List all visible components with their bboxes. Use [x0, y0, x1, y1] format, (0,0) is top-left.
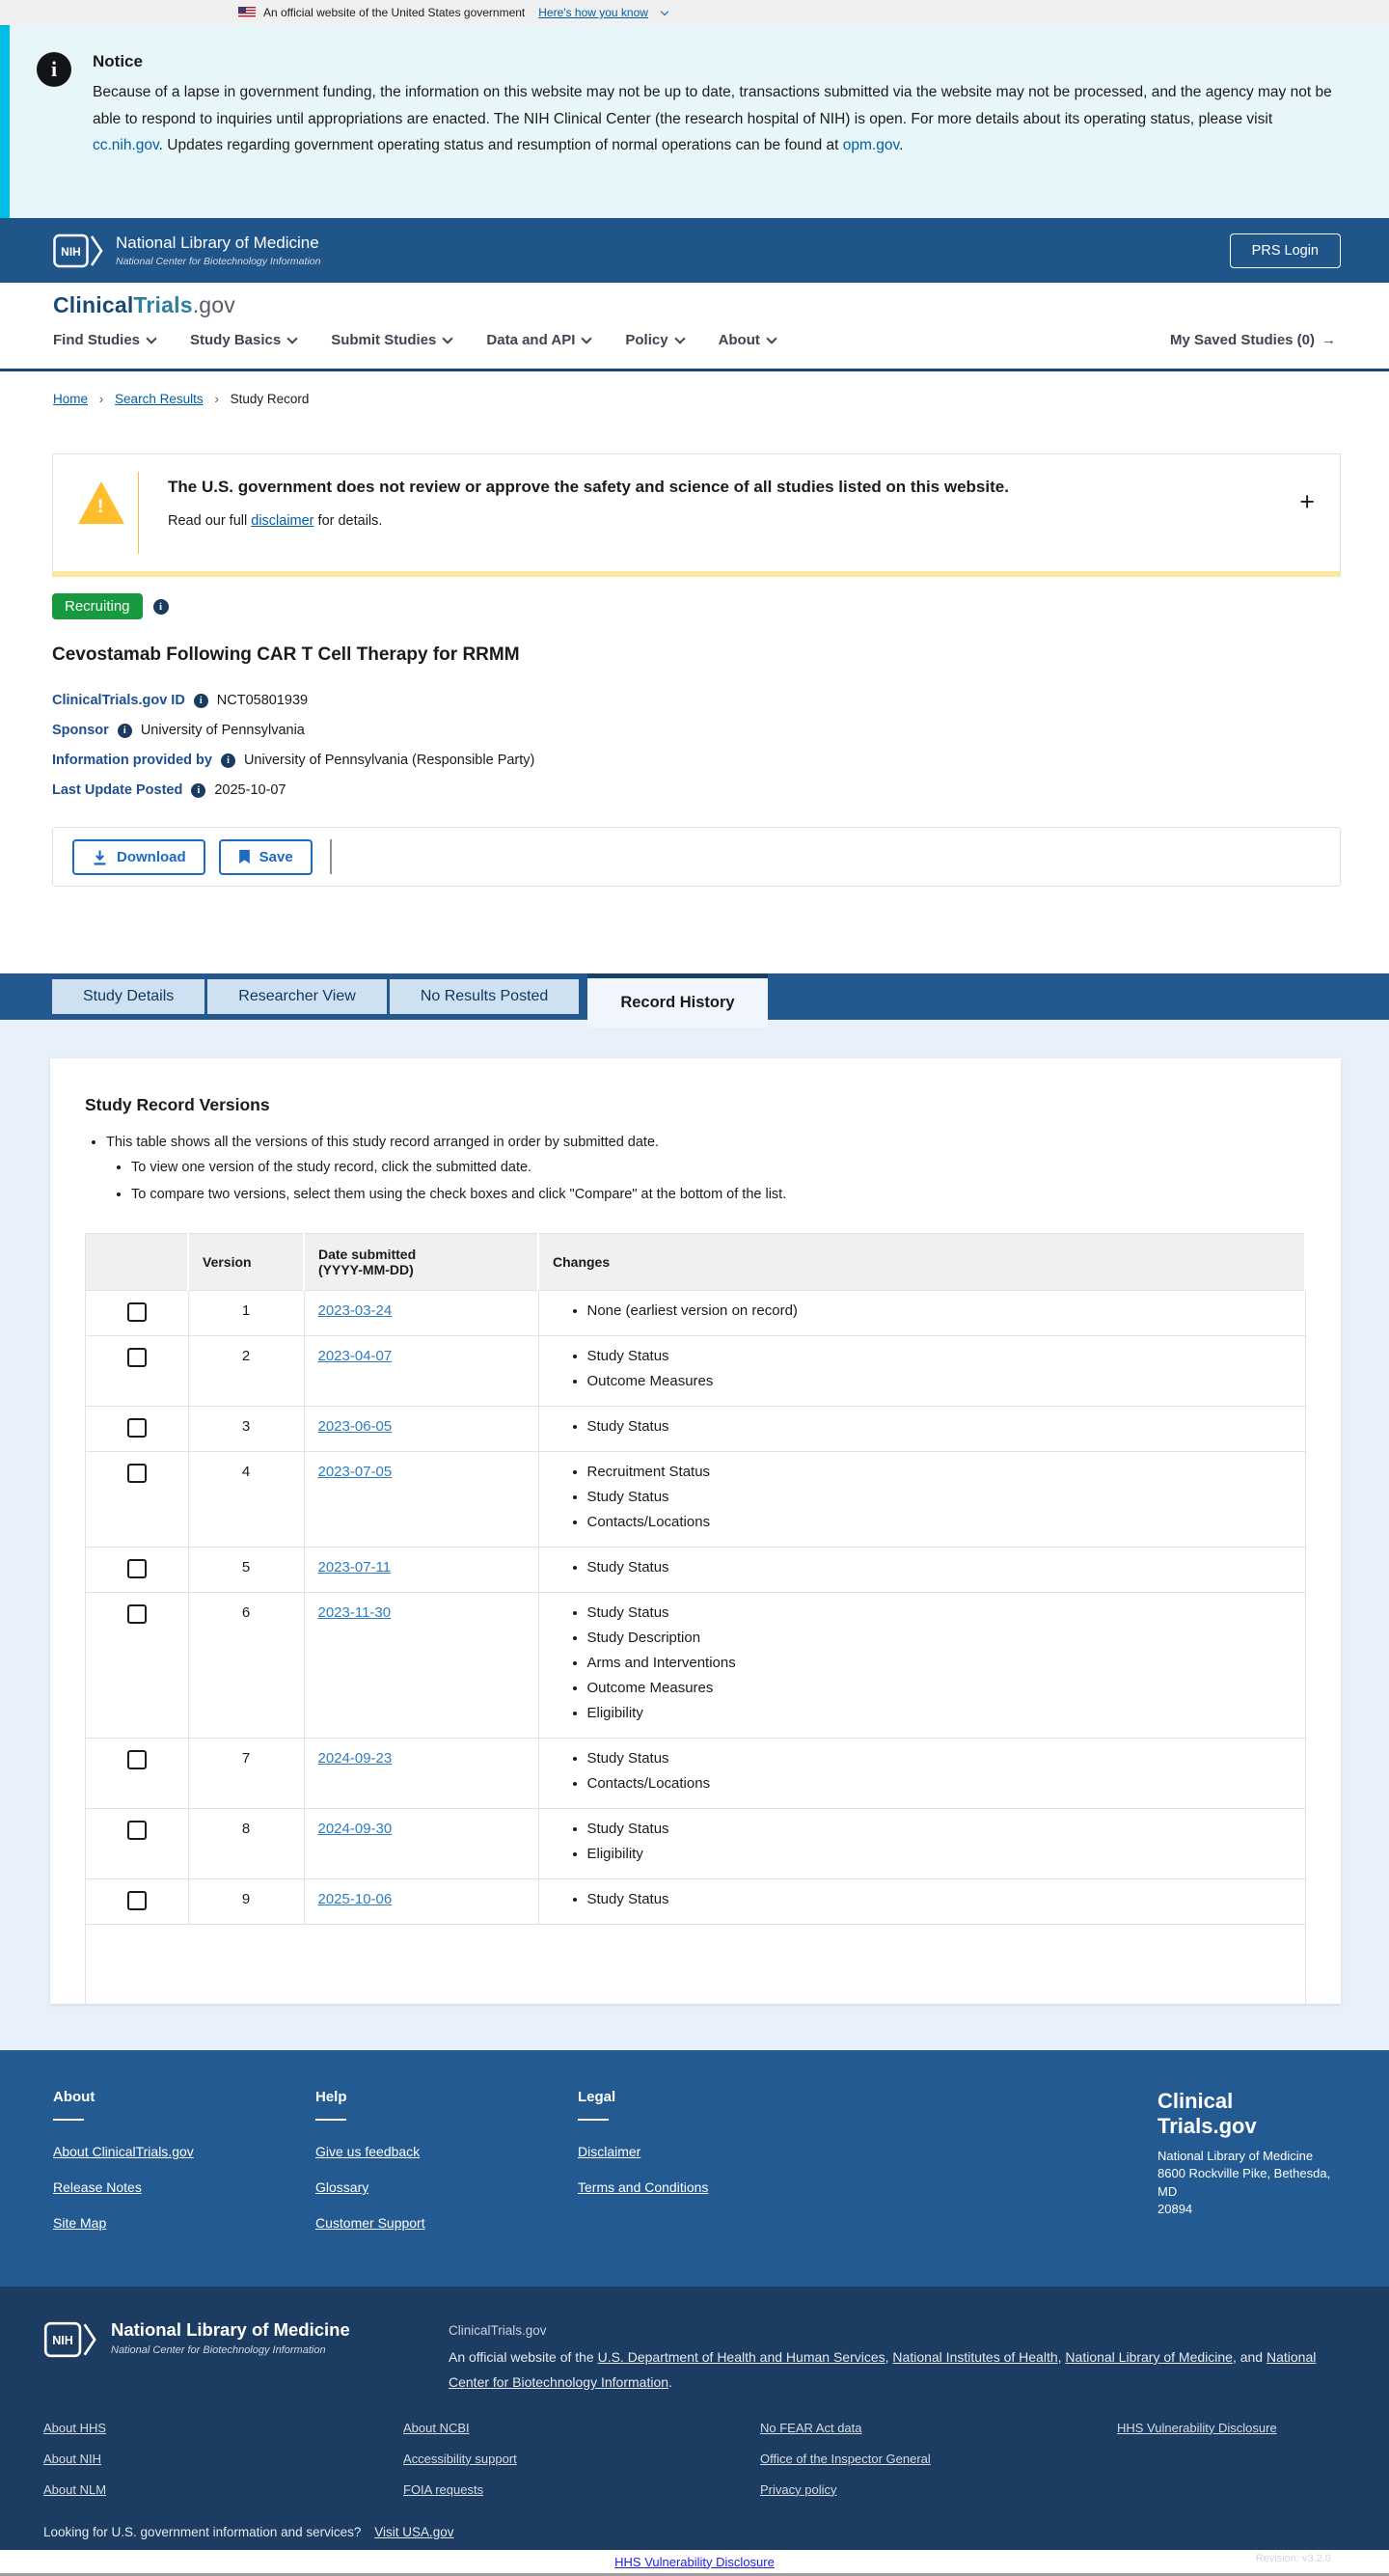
download-icon: [92, 849, 108, 865]
change-item: • Contacts/Locations: [587, 1512, 1292, 1537]
footer-legal-column: [578, 2089, 840, 2287]
table-footer-spacer: [86, 1925, 1306, 2005]
bottom-strip: [0, 2550, 1389, 2576]
svg-text:NIH: NIH: [52, 2334, 73, 2348]
change-item: • Study Status: [587, 1748, 1292, 1773]
version-row: [86, 1548, 1306, 1593]
changes-list: [558, 1819, 1292, 1869]
versions-table: [85, 1233, 1306, 2004]
version-checkbox[interactable]: [127, 1891, 147, 1910]
page-title: Cevostamab Following CAR T Cell Therapy for RRMM: [52, 644, 520, 665]
version-number: 5: [188, 1548, 304, 1593]
notice-title: Notice: [93, 52, 143, 70]
change-item: • Study Status: [587, 1346, 1292, 1371]
nih-logo-icon[interactable]: [53, 232, 105, 270]
version-date-link[interactable]: 2023-07-05: [317, 1464, 393, 1480]
version-date-link[interactable]: 2023-03-24: [317, 1302, 393, 1319]
instruction-subitem: • To compare two versions, select them using the check boxes and click "Compare" at the bottom of the list.: [131, 1187, 1306, 1202]
tab-bar: [0, 973, 1389, 1020]
notice-text: . Updates regarding government operating status and resumption of normal operations can be found at: [158, 137, 843, 154]
tab-record-history[interactable]: Record History: [587, 973, 767, 1028]
change-item: • None (earliest version on record): [587, 1301, 1292, 1326]
meta-row: [52, 723, 1341, 738]
info-icon[interactable]: i: [194, 694, 208, 708]
table-instructions: [85, 1135, 1306, 1202]
version-row: [86, 1336, 1306, 1407]
brand-line: Clinical: [1158, 2089, 1234, 2113]
disclaimer-headline: The U.S. government does not review or approve the safety and science of all studies listed on this website.: [168, 478, 1009, 496]
changes-list: [558, 1603, 1292, 1728]
footer-help-column: [315, 2089, 578, 2287]
changes-column-header: Changes: [538, 1234, 1305, 1291]
breadcrumb-separator: ›: [214, 392, 219, 406]
meta-row: [52, 753, 1341, 768]
version-checkbox[interactable]: [127, 1821, 147, 1840]
chevron-down-icon: [287, 333, 298, 343]
version-checkbox[interactable]: [127, 1604, 147, 1624]
heading-rule: [578, 2119, 609, 2121]
agency-link[interactable]: Accessibility support: [403, 2451, 517, 2466]
chevron-down-icon: [766, 333, 776, 343]
save-button[interactable]: Save: [219, 839, 313, 875]
breadcrumb-current: Study Record: [230, 392, 310, 406]
breadcrumb: [0, 371, 1389, 420]
nav-item[interactable]: Policy: [625, 332, 683, 348]
change-item: • Recruitment Status: [587, 1462, 1292, 1487]
site-footer: [0, 2050, 1389, 2287]
nih-logo-icon: [43, 2319, 99, 2360]
nlm-org-name: National Library of Medicine: [111, 2319, 350, 2340]
info-icon[interactable]: i: [221, 754, 235, 768]
nav-item[interactable]: Submit Studies: [331, 332, 451, 348]
changes-list: [558, 1557, 1292, 1582]
arrow-right-icon: →: [1321, 332, 1336, 348]
tab-content-band: [0, 1020, 1389, 2050]
hhs-vulnerability-link[interactable]: HHS Vulnerability Disclosure: [614, 2554, 775, 2569]
toolbar-divider: [330, 839, 332, 874]
changes-list: [558, 1301, 1292, 1326]
changes-list: [558, 1416, 1292, 1441]
hhs-link[interactable]: U.S. Department of Health and Human Services: [597, 2348, 885, 2365]
version-date-link[interactable]: 2023-11-30: [317, 1604, 392, 1621]
agency-link[interactable]: HHS Vulnerability Disclosure: [1117, 2420, 1277, 2435]
footer-address: National Library of Medicine 8600 Rockville Pike, Bethesda, MD 20894: [1158, 2148, 1331, 2217]
version-row: [86, 1291, 1306, 1336]
breadcrumb-search-results-link[interactable]: Search Results: [115, 392, 204, 406]
version-date-link[interactable]: 2023-07-11: [317, 1559, 392, 1576]
meta-label: ClinicalTrials.gov ID: [52, 693, 185, 708]
checkbox-column-header: [86, 1234, 189, 1291]
change-item: • Study Status: [587, 1487, 1292, 1512]
nlm-subfooter: [0, 2287, 1389, 2564]
version-number: 4: [188, 1452, 304, 1548]
ncbi-sub-name: National Center for Biotechnology Information: [111, 2344, 326, 2356]
how-you-know-link[interactable]: Here's how you know: [538, 6, 648, 19]
agency-links-col: [43, 2421, 403, 2513]
instruction-subitem: • To view one version of the study record, click the submitted date.: [131, 1160, 1306, 1175]
agency-link[interactable]: No FEAR Act data: [760, 2420, 862, 2435]
clinicaltrials-logo[interactable]: [53, 292, 1336, 318]
agency-links-col: [1117, 2421, 1341, 2513]
change-item: • Study Status: [587, 1889, 1292, 1914]
agency-link[interactable]: About HHS: [43, 2420, 107, 2435]
agency-link[interactable]: Privacy policy: [760, 2481, 837, 2497]
agency-link[interactable]: About NLM: [43, 2481, 107, 2497]
nih-header-bar: [0, 218, 1389, 283]
change-item: • Eligibility: [587, 1703, 1292, 1728]
footer-column-title: Legal: [578, 2089, 616, 2105]
version-number: 9: [188, 1879, 304, 1925]
meta-label: Information provided by: [52, 753, 212, 768]
nav-item[interactable]: Study Basics: [190, 332, 296, 348]
instruction-item: • This table shows all the versions of this study record arranged in order by submitted date.: [106, 1135, 1306, 1150]
action-toolbar: [52, 827, 1341, 887]
nlm-logo-block: [43, 2319, 449, 2396]
footer-links: [53, 2144, 315, 2233]
footer-link[interactable]: Site Map: [53, 2215, 107, 2231]
version-date-link[interactable]: 2025-10-06: [317, 1891, 393, 1907]
tab-no-results-posted[interactable]: No Results Posted: [390, 979, 580, 1014]
date-column-header: Date submitted (YYYY-MM-DD): [304, 1234, 538, 1291]
version-row: [86, 1593, 1306, 1739]
agency-links-col: [403, 2421, 760, 2513]
nav-items: [53, 332, 776, 348]
agency-links-col: [760, 2421, 1117, 2513]
gov-banner: [0, 0, 1389, 25]
site-header: [0, 283, 1389, 371]
prs-login-button[interactable]: PRS Login: [1230, 233, 1341, 268]
bookmark-icon: [238, 849, 251, 864]
footer-links: [315, 2144, 578, 2233]
version-number: 8: [188, 1809, 304, 1879]
version-date-link[interactable]: 2023-04-07: [317, 1348, 393, 1364]
notice-text: Because of a lapse in government funding, the information on this website may not be up to date, transactions submitted via the website may not be processed, and the agency may not be able to respond to inquiries until appropriations are enacted. The NIH Clinical Center (the research hospital of NIH) is open. For more details about its operating status, please visit: [93, 84, 1332, 127]
nav-item[interactable]: Find Studies: [53, 332, 155, 348]
footer-column-title: Help: [315, 2089, 347, 2105]
footer-brand: [1158, 2089, 1341, 2287]
breadcrumb-home-link[interactable]: Home: [53, 392, 89, 406]
footer-links: [578, 2144, 840, 2197]
warning-icon-area: !: [76, 472, 139, 554]
change-item: • Study Status: [587, 1819, 1292, 1844]
nih-link[interactable]: National Institutes of Health: [892, 2348, 1058, 2365]
logo-part-trials: Trials: [133, 292, 193, 317]
record-history-card: [50, 1058, 1341, 2004]
heading-rule: [315, 2119, 346, 2121]
version-checkbox[interactable]: [127, 1302, 147, 1322]
logo-part-clinical: Clinical: [53, 292, 134, 317]
change-item: • Arms and Interventions: [587, 1653, 1292, 1678]
my-saved-studies-link[interactable]: My Saved Studies (0) →: [1169, 332, 1336, 348]
svg-text:NIH: NIH: [61, 244, 81, 259]
change-item: • Study Status: [587, 1603, 1292, 1628]
sponsor-value: University of Pennsylvania: [140, 723, 305, 738]
version-row: [86, 1739, 1306, 1809]
meta-row: [52, 693, 1341, 708]
us-flag-icon: [238, 7, 256, 18]
meta-row: [52, 782, 1341, 798]
agency-link[interactable]: About NIH: [43, 2451, 101, 2466]
versions-table-body: [86, 1291, 1306, 2005]
change-item: • Eligibility: [587, 1844, 1292, 1869]
changes-list: [558, 1889, 1292, 1914]
version-row: [86, 1452, 1306, 1548]
chevron-down-icon: [443, 333, 453, 343]
changes-list: [558, 1346, 1292, 1396]
footer-about-column: [53, 2089, 315, 2287]
footer-link[interactable]: Customer Support: [315, 2215, 425, 2231]
chevron-down-icon: [674, 333, 685, 343]
version-number: 6: [188, 1593, 304, 1739]
chevron-down-icon: [582, 333, 592, 343]
notice-body: [93, 79, 1347, 159]
version-date-link[interactable]: 2023-06-05: [317, 1418, 393, 1435]
changes-list: [558, 1748, 1292, 1798]
download-button[interactable]: Download: [72, 839, 205, 875]
version-checkbox[interactable]: [127, 1418, 147, 1438]
change-item: • Outcome Measures: [587, 1678, 1292, 1703]
version-row: [86, 1809, 1306, 1879]
study-header-section: [0, 453, 1389, 973]
version-row: [86, 1879, 1306, 1925]
meta-label: Sponsor: [52, 723, 109, 738]
version-number: 1: [188, 1291, 304, 1336]
main-nav: [53, 332, 1336, 348]
version-column-header: Version: [188, 1234, 304, 1291]
opm-gov-link[interactable]: opm.gov: [842, 137, 900, 154]
footer-link[interactable]: Release Notes: [53, 2179, 142, 2195]
logo-part-gov: .gov: [192, 292, 235, 317]
disclaimer-link[interactable]: disclaimer: [251, 513, 314, 529]
status-info-icon[interactable]: i: [153, 599, 169, 615]
version-row: [86, 1407, 1306, 1452]
footer-link[interactable]: Terms and Conditions: [578, 2179, 709, 2195]
meta-label: Last Update Posted: [52, 782, 183, 798]
status-badge: Recruiting: [52, 593, 143, 619]
chevron-down-icon: [661, 8, 668, 15]
disclaimer-subtext: Read our full disclaimer for details.: [168, 513, 383, 529]
footer-link[interactable]: Give us feedback: [315, 2144, 421, 2159]
gov-banner-text: An official website of the United States government: [263, 6, 526, 19]
version-checkbox[interactable]: [127, 1750, 147, 1769]
breadcrumb-separator: ›: [98, 392, 104, 406]
study-meta: [52, 693, 1341, 798]
change-item: • Contacts/Locations: [587, 1773, 1292, 1798]
version-number: 3: [188, 1407, 304, 1452]
official-website-statement: ClinicalTrials.gov An official website of the U.S. Department of Health and Human Services, National Institutes of Health, National Library of Medicine, and National Center for Biotechnology Information.: [449, 2319, 1341, 2396]
footer-column-title: About: [53, 2089, 95, 2105]
section-heading: Study Record Versions: [85, 1095, 270, 1114]
version-date-link[interactable]: 2024-09-23: [317, 1750, 393, 1767]
version-number: 2: [188, 1336, 304, 1407]
version-date-link[interactable]: 2024-09-30: [317, 1821, 393, 1837]
version-checkbox[interactable]: [127, 1348, 147, 1367]
expand-plus-button[interactable]: +: [1299, 487, 1315, 516]
info-icon[interactable]: i: [118, 724, 132, 738]
info-icon[interactable]: i: [191, 783, 205, 798]
last-update-value: 2025-10-07: [214, 782, 286, 798]
nlm-link[interactable]: National Library of Medicine: [1065, 2348, 1233, 2365]
change-item: • Study Description: [587, 1628, 1292, 1653]
usagov-line: Looking for U.S. government information and services? Visit USA.gov: [43, 2524, 454, 2539]
site-name: ClinicalTrials.gov: [449, 2323, 547, 2338]
status-row: [52, 593, 1341, 619]
agency-links-grid: [43, 2421, 1341, 2513]
agency-link[interactable]: FOIA requests: [403, 2481, 484, 2497]
footer-link[interactable]: Glossary: [315, 2179, 369, 2195]
version-number: 7: [188, 1739, 304, 1809]
funding-notice: [0, 25, 1389, 218]
info-icon: i: [37, 52, 71, 87]
ncbi-link[interactable]: National Center for Biotechnology Information: [449, 2348, 1317, 2390]
change-item: • Study Status: [587, 1416, 1292, 1441]
tab-researcher-view[interactable]: Researcher View: [207, 979, 387, 1014]
nlm-org-name[interactable]: National Library of Medicine: [116, 233, 319, 252]
ncbi-sub-name: National Center for Biotechnology Information: [116, 256, 321, 267]
footer-link[interactable]: Disclaimer: [578, 2144, 641, 2159]
agency-link[interactable]: About NCBI: [403, 2420, 470, 2435]
version-checkbox[interactable]: [127, 1559, 147, 1578]
chevron-down-icon: [146, 333, 156, 343]
brand-line: Trials.gov: [1158, 2114, 1257, 2139]
tab-study-details[interactable]: Study Details: [52, 979, 204, 1014]
change-item: • Outcome Measures: [587, 1371, 1292, 1396]
revision-label: Revision: v3.2.0: [1255, 2552, 1331, 2564]
cc-nih-gov-link[interactable]: cc.nih.gov: [93, 137, 159, 154]
usagov-link[interactable]: Visit USA.gov: [374, 2524, 454, 2539]
version-checkbox[interactable]: [127, 1464, 147, 1483]
nav-item[interactable]: Data and API: [486, 332, 590, 348]
footer-link[interactable]: About ClinicalTrials.gov: [53, 2144, 194, 2159]
nav-item[interactable]: About: [719, 332, 776, 348]
table-header-row: [86, 1234, 1306, 1291]
agency-link[interactable]: Office of the Inspector General: [760, 2451, 931, 2466]
heading-rule: [53, 2119, 84, 2121]
government-disclaimer-box: [52, 453, 1341, 577]
notice-text: .: [899, 137, 904, 154]
change-item: • Study Status: [587, 1557, 1292, 1582]
changes-list: [558, 1462, 1292, 1537]
info-provided-value: University of Pennsylvania (Responsible Party): [243, 753, 535, 768]
nct-id-value: NCT05801939: [216, 693, 309, 708]
